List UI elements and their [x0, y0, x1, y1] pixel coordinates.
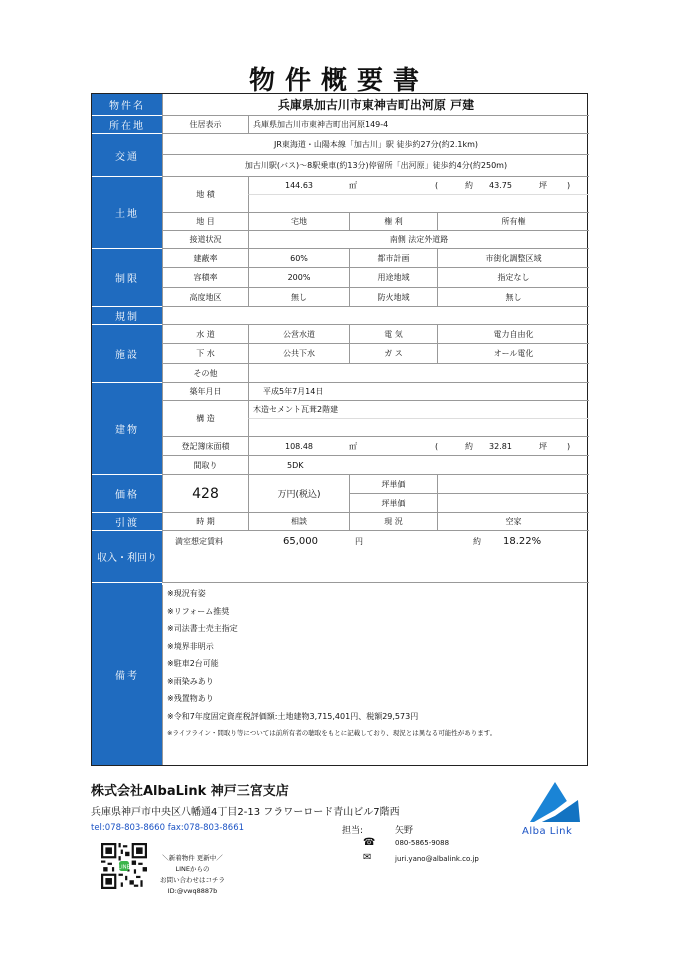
elec-label: 電 気 — [349, 325, 437, 344]
row-name — [92, 94, 587, 116]
row-restrict — [92, 249, 587, 307]
phone-icon: ☎ — [363, 837, 376, 848]
label-price: 価格 — [92, 475, 162, 513]
remark-item: ※雨染みあり — [167, 676, 214, 686]
income-value: 65,000 — [283, 535, 318, 547]
struct-blank — [248, 419, 589, 437]
land-paren-open: ( — [435, 181, 439, 190]
label-income: 収入・利回り — [92, 531, 162, 583]
floor-paren-close: ) — [567, 441, 571, 451]
row-land — [92, 177, 587, 249]
zoning-value: 指定なし — [437, 268, 589, 288]
line-note-2: LINEからの — [175, 865, 210, 873]
elec-value: 電力自由化 — [437, 325, 589, 344]
income-unit: 円 — [355, 536, 363, 546]
height-label: 高度地区 — [162, 288, 248, 307]
income-blank — [162, 551, 589, 583]
plan-value: 市街化調整区域 — [437, 249, 589, 268]
label-restrict: 制限 — [92, 249, 162, 307]
traffic-line1: JR東海道・山陽本線「加古川」駅 徒歩約27分(約2.1km) — [162, 134, 589, 155]
label-name: 物件名 — [92, 94, 162, 116]
remarks-list — [162, 585, 590, 765]
remark-item: ※残置物あり — [167, 694, 214, 703]
built-label: 築年月日 — [162, 383, 248, 401]
built-value: 平成5年7月14日 — [248, 383, 589, 401]
alba-link-logo — [528, 780, 582, 824]
label-regulation: 規制 — [92, 307, 162, 325]
remark-item: ※駐車2台可能 — [167, 659, 219, 668]
staff-label: 担当: — [342, 826, 364, 836]
property-name: 兵庫県加古川市東神吉町出河原 戸建 — [162, 94, 589, 116]
handover-status-value: 空家 — [437, 513, 589, 531]
floor-tsubo-unit: 坪 — [539, 441, 547, 451]
income-row — [162, 531, 589, 551]
company-address: 兵庫県神戸市中央区八幡通4丁目2-13 フラワーロード青山ビル7階西 — [91, 807, 400, 818]
height-value: 無し — [248, 288, 349, 307]
label-land: 土地 — [92, 177, 162, 249]
address-key: 住居表示 — [162, 116, 248, 134]
floor-tsubo-value: 32.81 — [489, 441, 512, 451]
label-handover: 引渡 — [92, 513, 162, 531]
struct-label: 構 造 — [162, 401, 248, 437]
unit-price-label-2: 坪単価 — [349, 494, 437, 513]
zoning-label: 用途地域 — [349, 268, 437, 288]
land-road-label: 接道状況 — [162, 231, 248, 249]
fire-label: 防火地域 — [349, 288, 437, 307]
land-rights-label: 権 利 — [349, 213, 437, 231]
land-paren-close: ) — [567, 181, 571, 190]
remark-item: ※現況有姿 — [167, 589, 206, 598]
sewer-value: 公共下水 — [248, 344, 349, 364]
unit-price-value-2 — [437, 494, 589, 513]
land-area-row — [248, 177, 589, 195]
handover-time-value: 相談 — [248, 513, 349, 531]
sewer-label: 下 水 — [162, 344, 248, 364]
fire-value: 無し — [437, 288, 589, 307]
other-label: その他 — [162, 364, 248, 383]
land-area-blank — [248, 195, 589, 213]
mail-icon: ✉ — [363, 852, 372, 863]
logo-text: Alba Link — [522, 826, 573, 837]
remark-item: ※ライフライン・間取り等については前所有者の聴取をもとに記載しており、現況とは異なる可能性があります。 — [167, 729, 497, 737]
income-label: 満室想定賃料 — [175, 536, 223, 546]
address-value: 兵庫県加古川市東神吉町出河原149-4 — [248, 116, 589, 134]
company-name: 株式会社AlbaLink 神戸三宮支店 — [91, 784, 289, 799]
price-value: 428 — [162, 475, 248, 513]
handover-time-label: 時 期 — [162, 513, 248, 531]
row-income — [92, 531, 587, 583]
row-handover — [92, 513, 587, 531]
company-contact[interactable]: tel:078-803-8660 fax:078-803-8661 — [91, 823, 245, 833]
other-value — [248, 364, 589, 383]
remark-item: ※司法書士売主指定 — [167, 624, 238, 633]
land-road-value: 南側 法定外道路 — [248, 231, 589, 249]
far-label: 容積率 — [162, 268, 248, 288]
gas-value: オール電化 — [437, 344, 589, 364]
remark-item: ※リフォーム推奨 — [167, 606, 230, 616]
staff-phone: 080-5865-9088 — [395, 839, 450, 847]
floor-label: 登記簿床面積 — [162, 437, 248, 456]
land-tsubo-unit: 坪 — [539, 181, 547, 190]
floor-approx: 約 — [465, 441, 473, 451]
traffic-line2: 加古川駅(バス)～8駅乗車(約13分)停留所「出河原」徒歩約4分(約250m) — [162, 155, 589, 177]
land-rights-value: 所有権 — [437, 213, 589, 231]
row-regulation — [92, 307, 587, 325]
layout-value: 5DK — [248, 456, 589, 475]
row-traffic — [92, 134, 587, 177]
label-address: 所在地 — [92, 116, 162, 134]
land-area-unit: ㎡ — [349, 181, 357, 190]
line-id: ID:@vwq8887b — [167, 887, 218, 895]
gas-label: ガ ス — [349, 344, 437, 364]
plan-label: 都市計画 — [349, 249, 437, 268]
label-traffic: 交通 — [92, 134, 162, 177]
floor-value: 108.48 — [285, 441, 313, 451]
income-approx: 約 — [473, 536, 481, 546]
line-note-1: ＼新着物件 更新中／ — [162, 854, 223, 862]
page-title: 物件概要書 — [248, 66, 429, 96]
line-note — [160, 853, 225, 897]
row-building — [92, 383, 587, 475]
water-label: 水 道 — [162, 325, 248, 344]
label-facility: 施設 — [92, 325, 162, 383]
property-sheet — [91, 93, 588, 766]
remark-item: ※令和7年度固定資産税評価額:土地建物3,715,401円、税額29,573円 — [167, 711, 419, 721]
staff-email[interactable]: juri.yano@albalink.co.jp — [395, 855, 479, 863]
floor-row — [248, 437, 589, 456]
land-category-label: 地 目 — [162, 213, 248, 231]
coverage-label: 建蔽率 — [162, 249, 248, 268]
water-value: 公営水道 — [248, 325, 349, 344]
land-area-value: 144.63 — [285, 181, 313, 190]
coverage-value: 60% — [248, 249, 349, 268]
land-approx: 約 — [465, 181, 473, 190]
floor-paren-open: ( — [435, 441, 439, 451]
struct-value: 木造セメント瓦葺2階建 — [248, 401, 589, 419]
unit-price-value-1 — [437, 475, 589, 494]
remark-item: ※境界非明示 — [167, 641, 214, 651]
row-remarks — [92, 583, 587, 765]
far-value: 200% — [248, 268, 349, 288]
label-building: 建物 — [92, 383, 162, 475]
svg-text:LINE: LINE — [118, 864, 130, 871]
row-price — [92, 475, 587, 513]
staff-name: 矢野 — [395, 826, 414, 836]
row-address — [92, 116, 587, 134]
unit-price-label-1: 坪単価 — [349, 475, 437, 494]
floor-unit: ㎡ — [349, 441, 357, 451]
label-remarks: 備考 — [92, 583, 162, 765]
layout-label: 間取り — [162, 456, 248, 475]
land-category-value: 宅地 — [248, 213, 349, 231]
handover-status-label: 現 況 — [349, 513, 437, 531]
row-facility — [92, 325, 587, 383]
land-area-label: 地 積 — [162, 177, 248, 213]
land-tsubo-value: 43.75 — [489, 181, 512, 190]
line-qr-code[interactable] — [101, 843, 147, 889]
income-yield: 18.22% — [503, 535, 542, 547]
line-note-3: お問い合わせはコチラ — [160, 876, 225, 884]
regulation-value — [162, 307, 589, 325]
price-unit: 万円(税込) — [248, 475, 349, 513]
